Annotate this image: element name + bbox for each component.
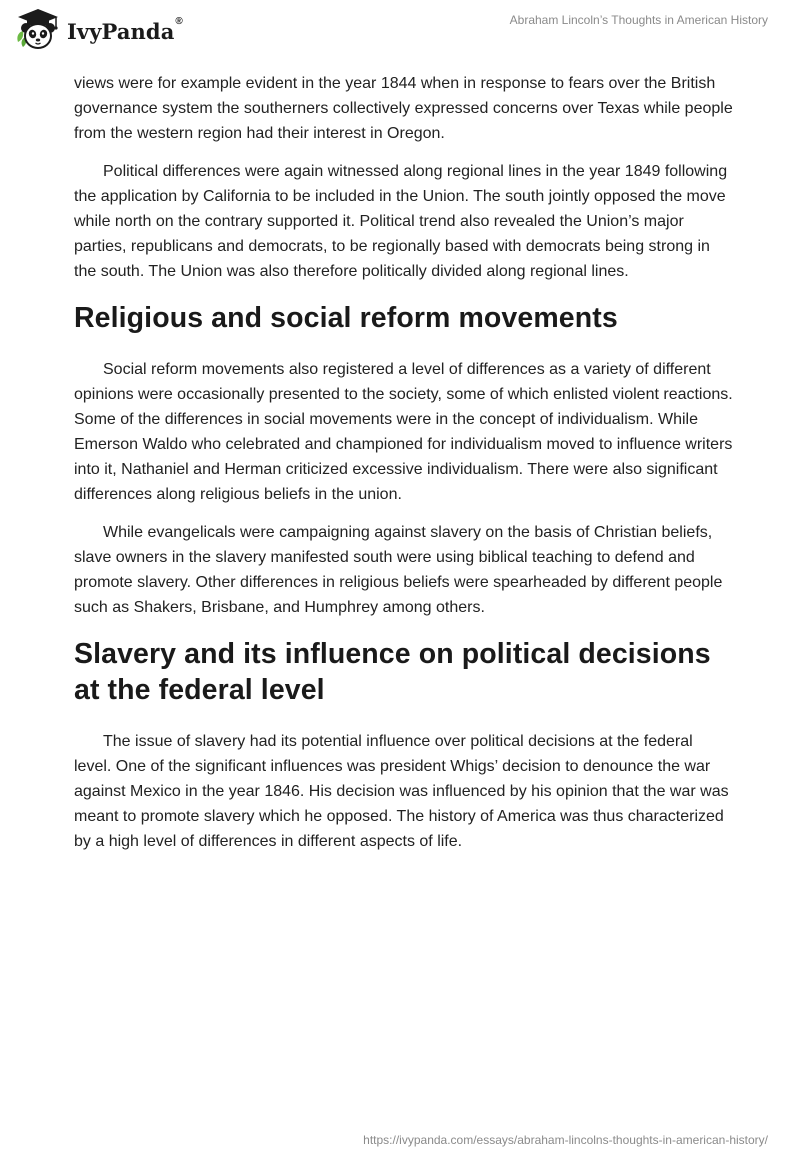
ivypanda-logo[interactable] — [14, 6, 183, 54]
paragraph-social-reform: Social reform movements also registered a level of differences as a variety of different opinions were occasionally presented to the society, some of which enlisted violent reactions. Some of the differences in social movements were in the concept of individualism. While Emerson Waldo who celebrated and championed for individualism moved to influence writers into it, Nathaniel and Herman criticized excessive individualism. There were also significant differences along religious beliefs in the union. — [74, 361, 733, 503]
paragraph-political-differences: Political differences were again witnessed along regional lines in the year 1849 following the application by California to be included in the Union. The south jointly opposed the move while north on the contrary supported it. Political trend also revealed the Union’s major parties, republicans and democrats, to be regionally based with democrats being strong in the south. The Union was also therefore politically divided along regional lines. — [74, 163, 728, 280]
section-heading-religious-reform: Religious and social reform movements — [74, 302, 618, 334]
paragraph-continued: views were for example evident in the year 1844 when in response to fears over the British governance system the southerners collectively expressed concerns over Texas while people from the western region had their interest in Oregon. — [74, 75, 733, 142]
section-heading-slavery-influence: Slavery and its influence on political decisions at the federal level — [74, 638, 711, 706]
paragraph-slavery-politics: The issue of slavery had its potential influence over political decisions at the federal level. One of the significant influences was president Whigs’ decision to denounce the war against Mexico in the year 1846. His decision was influenced by his opinion that the war was meant to promote slavery which he opposed. The history of America was thus characterized by a high level of differences in different aspects of life. — [74, 733, 729, 850]
registered-mark: ® — [175, 15, 183, 27]
source-url[interactable]: https://ivypanda.com/essays/abraham-lincolns-thoughts-in-american-history/ — [363, 1133, 768, 1147]
brand-name: IvyPanda — [67, 18, 175, 44]
paragraph-religious-beliefs: While evangelicals were campaigning against slavery on the basis of Christian beliefs, slave owners in the slavery manifested south were using biblical teaching to defend and promote slavery. Other differences in religious beliefs were spearheaded by different people such as Shakers, Brisbane, and Humphrey among others. — [74, 524, 723, 616]
page-header — [0, 0, 800, 70]
document-title: Abraham Lincoln’s Thoughts in American History — [509, 13, 768, 27]
panda-graduate-icon — [14, 6, 62, 54]
article-body — [74, 71, 734, 867]
